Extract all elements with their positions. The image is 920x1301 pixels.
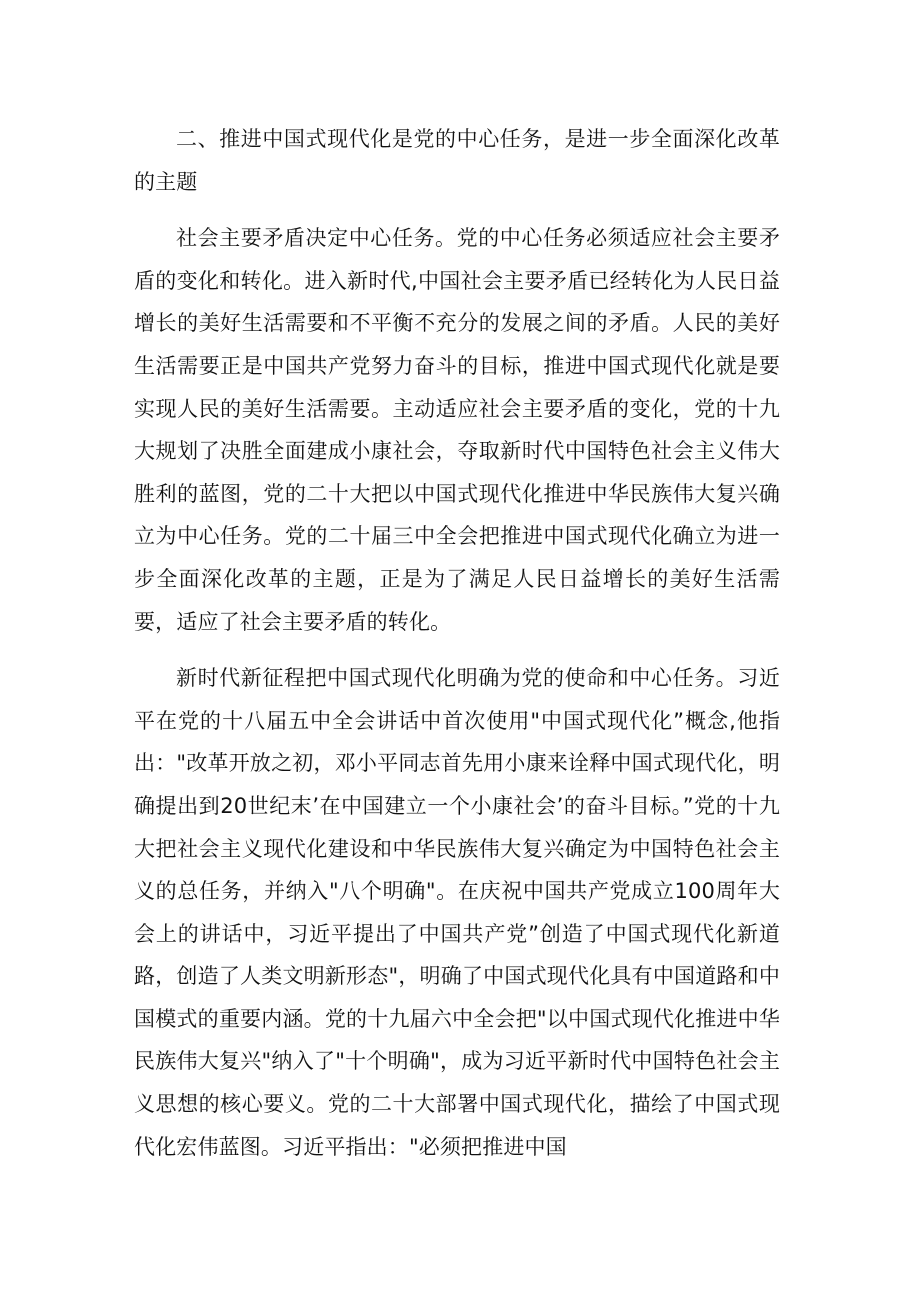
- paragraph-2: 新时代新征程把中国式现代化明确为党的使命和中心任务。习近平在党的十八届五中全会讲话中首次使用"中国式现代化”概念,他指出："改革开放之初，邓小平同志首先用小康来诠释中国式现代化，明确提出到20世纪末’在中国建立一个小康社会’的奋斗目标。”党的十九大把社会主义现代化建设和中华民族伟大复兴确定为中国特色社会主义的总任务，并纳入"八个明确"。在庆祝中国共产党成立100周年大会上的讲话中，习近平提出了中国共产党”创造了中国式现代化新道路，创造了人类文明新形态"，明确了中国式现代化具有中国道路和中国模式的重要内涵。党的十九届六中全会把"以中国式现代化推进中华民族伟大复兴"纳入了"十个明确"，成为习近平新时代中国特色社会主义思想的核心要义。党的二十大部署中国式现代化，描绘了中国式现代化宏伟蓝图。习近平指出："必须把推进中国: [134, 666, 780, 1159]
- section-heading: 二、推进中国式现代化是党的中心任务，是进一步全面深化改革的主题: [134, 127, 780, 194]
- spacer: [134, 643, 780, 657]
- paragraph-1: 社会主要矛盾决定中心任务。党的中心任务必须适应社会主要矛盾的变化和转化。进入新时代,中国社会主要矛盾已经转化为人民日益增长的美好生活需要和不平衡不充分的发展之间的矛盾。人民的美好生活需要正是中国共产党努力奋斗的目标，推进中国式现代化就是要实现人民的美好生活需要。主动适应社会主要矛盾的变化，党的十九大规划了决胜全面建成小康社会，夺取新时代中国特色社会主义伟大胜利的蓝图，党的二十大把以中国式现代化推进中华民族伟大复兴确立为中心任务。党的二十届三中全会把推进中国式现代化确立为进一步全面深化改革的主题，正是为了满足人民日益增长的美好生活需要，适应了社会主要矛盾的转化。: [134, 226, 780, 634]
- spacer: [134, 203, 780, 217]
- document-body: [134, 118, 780, 1168]
